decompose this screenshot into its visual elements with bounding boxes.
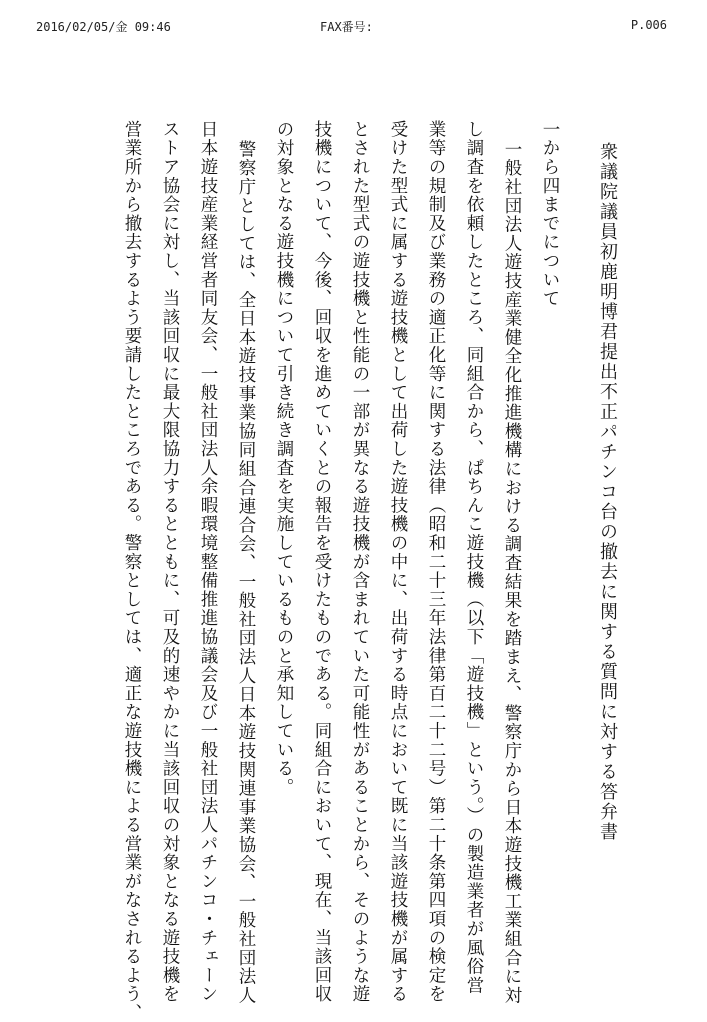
body-line: 技機について、今後、回収を進めていくとの報告を受けたものである。同組合において、現在、当該回収 <box>312 120 332 1004</box>
fax-number-label: FAX番号: <box>320 20 373 34</box>
body-line: し調査を依頼したところ、同組合から、ぱちんこ遊技機（以下「遊技機」という。）の製造業者が風俗営 <box>464 120 484 995</box>
document-title: 衆議院議員初鹿明博君提出不正パチンコ台の撤去に関する質問に対する答弁書 <box>597 142 618 842</box>
section-heading: 一から四までについて <box>540 120 560 308</box>
body-line: 受けた型式に属する遊技機として出荷した遊技機の中に、出荷する時点において既に当該遊技機が属する <box>388 120 408 1004</box>
body-line: ストア協会に対し、当該回収に最大限協力するとともに、可及的速やかに当該回収の対象となる遊技機を <box>160 120 180 1004</box>
fax-datetime: 2016/02/05/金 09:46 <box>36 20 171 34</box>
document-body <box>110 120 640 1022</box>
body-line: 日本遊技産業経営者同友会、一般社団法人余暇環境整備推進協議会及び一般社団法人パチンコ・チェーン <box>198 120 218 1004</box>
body-line: 営業所から撤去するよう要請したところである。警察としては、適正な遊技機による営業がなされるよう、 <box>122 120 142 1022</box>
body-line: 一般社団法人遊技産業健全化推進機構における調査結果を踏まえ、警察庁から日本遊技機工業組合に対 <box>502 140 522 1005</box>
fax-page-number: P.006 <box>630 18 667 32</box>
body-line: とされた型式の遊技機と性能の一部が異なる遊技機が含まれていた可能性があることから、そのような遊 <box>350 120 370 1004</box>
body-line: 業等の規制及び業務の適正化等に関する法律（昭和二十三年法律第百二十二号）第二十条第四項の検定を <box>426 120 446 1004</box>
fax-header <box>0 18 707 38</box>
body-line: 警察庁としては、全日本遊技事業協同組合連合会、一般社団法人日本遊技関連事業協会、一般社団法人 <box>236 140 256 1005</box>
body-line: の対象となる遊技機について引き続き調査を実施しているものと承知している。 <box>274 120 294 797</box>
